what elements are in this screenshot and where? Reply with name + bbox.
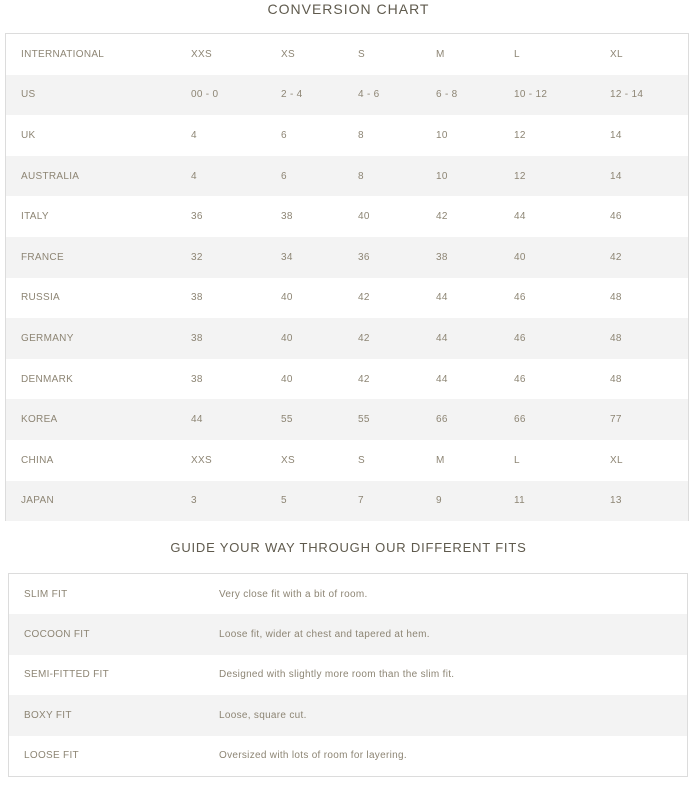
- size-cell: 10 - 12: [514, 89, 548, 101]
- size-cell: 5: [281, 495, 287, 507]
- size-cell: 4 - 6: [358, 89, 380, 101]
- size-cell: 12: [514, 170, 526, 182]
- size-cell: 42: [358, 292, 370, 304]
- size-cell: 12: [514, 129, 526, 141]
- size-cell: 8: [358, 129, 364, 141]
- size-cell: 42: [358, 373, 370, 385]
- fit-name: SEMI-FITTED FIT: [24, 669, 110, 681]
- country-cell: AUSTRALIA: [21, 170, 80, 182]
- country-cell: KOREA: [21, 414, 58, 426]
- size-cell: 42: [436, 211, 448, 223]
- header-cell: XL: [610, 48, 623, 60]
- size-cell: 48: [610, 332, 622, 344]
- size-cell: 40: [281, 332, 293, 344]
- size-cell: 55: [358, 414, 370, 426]
- fit-name: SLIM FIT: [24, 588, 68, 600]
- size-cell: 55: [281, 414, 293, 426]
- size-cell: 4: [191, 170, 197, 182]
- country-cell: DENMARK: [21, 373, 74, 385]
- size-cell: XXS: [191, 454, 212, 466]
- size-cell: 66: [514, 414, 526, 426]
- table-header-row: [6, 34, 688, 75]
- size-cell: 11: [514, 495, 525, 507]
- size-cell: 6: [281, 170, 287, 182]
- size-cell: 12 - 14: [610, 89, 644, 101]
- size-cell: 44: [436, 332, 448, 344]
- size-cell: XS: [281, 454, 295, 466]
- size-cell: 40: [514, 251, 526, 263]
- table-row: [6, 481, 688, 522]
- conversion-table: [5, 33, 689, 521]
- size-cell: XL: [610, 454, 623, 466]
- header-cell: XS: [281, 48, 295, 60]
- fits-table: [8, 573, 688, 777]
- size-cell: L: [514, 454, 520, 466]
- size-cell: 00 - 0: [191, 89, 219, 101]
- size-cell: 40: [281, 292, 293, 304]
- size-cell: 14: [610, 129, 622, 141]
- size-cell: 38: [191, 332, 203, 344]
- fit-description: Designed with slightly more room than the slim fit.: [219, 669, 455, 681]
- fit-description: Oversized with lots of room for layering.: [219, 750, 407, 762]
- size-cell: 44: [514, 211, 526, 223]
- size-cell: 44: [436, 292, 448, 304]
- size-cell: 10: [436, 170, 448, 182]
- size-cell: 13: [610, 495, 622, 507]
- page-title: CONVERSION CHART: [267, 1, 430, 17]
- size-cell: 8: [358, 170, 364, 182]
- size-cell: 48: [610, 292, 622, 304]
- country-cell: US: [21, 89, 36, 101]
- table-row: [6, 75, 688, 116]
- size-cell: 36: [358, 251, 370, 263]
- size-cell: 38: [436, 251, 448, 263]
- country-cell: JAPAN: [21, 495, 54, 507]
- header-cell: S: [358, 48, 365, 60]
- fit-row: [9, 655, 687, 695]
- size-cell: 4: [191, 129, 197, 141]
- table-body: [6, 75, 688, 522]
- country-cell: UK: [21, 129, 36, 141]
- size-cell: 10: [436, 129, 448, 141]
- size-cell: 6: [281, 129, 287, 141]
- table-row: [6, 196, 688, 237]
- table-row: [6, 115, 688, 156]
- size-cell: 14: [610, 170, 622, 182]
- size-cell: 9: [436, 495, 442, 507]
- country-cell: CHINA: [21, 454, 54, 466]
- fit-row: [9, 614, 687, 654]
- size-cell: 46: [514, 292, 526, 304]
- header-cell: L: [514, 48, 520, 60]
- table-row: [6, 359, 688, 400]
- size-cell: 36: [191, 211, 203, 223]
- fit-description: Very close fit with a bit of room.: [219, 588, 368, 600]
- size-cell: 38: [191, 373, 203, 385]
- size-cell: 7: [358, 495, 364, 507]
- country-cell: ITALY: [21, 211, 49, 223]
- size-cell: 46: [514, 373, 526, 385]
- country-cell: FRANCE: [21, 251, 64, 263]
- fit-row: [9, 574, 687, 614]
- size-cell: 42: [610, 251, 622, 263]
- fits-title: GUIDE YOUR WAY THROUGH OUR DIFFERENT FITS: [170, 540, 527, 555]
- fit-name: LOOSE FIT: [24, 750, 79, 762]
- size-cell: 42: [358, 332, 370, 344]
- size-cell: 46: [610, 211, 622, 223]
- table-row: [6, 237, 688, 278]
- size-cell: 77: [610, 414, 622, 426]
- fit-description: Loose fit, wider at chest and tapered at hem.: [219, 629, 430, 641]
- header-cell: M: [436, 48, 445, 60]
- table-row: [6, 318, 688, 359]
- size-cell: 2 - 4: [281, 89, 303, 101]
- fit-description: Loose, square cut.: [219, 709, 307, 721]
- country-cell: GERMANY: [21, 332, 74, 344]
- size-cell: 44: [436, 373, 448, 385]
- header-cell: XXS: [191, 48, 212, 60]
- size-cell: 38: [191, 292, 203, 304]
- fit-name: COCOON FIT: [24, 629, 90, 641]
- fit-name: BOXY FIT: [24, 709, 72, 721]
- table-row: [6, 399, 688, 440]
- fit-row: [9, 736, 687, 776]
- size-cell: M: [436, 454, 445, 466]
- size-cell: 40: [358, 211, 370, 223]
- fit-row: [9, 695, 687, 735]
- size-cell: 48: [610, 373, 622, 385]
- size-cell: S: [358, 454, 365, 466]
- table-row: [6, 278, 688, 319]
- size-cell: 66: [436, 414, 448, 426]
- size-cell: 3: [191, 495, 197, 507]
- size-cell: 40: [281, 373, 293, 385]
- size-cell: 38: [281, 211, 293, 223]
- table-row: [6, 440, 688, 481]
- size-cell: 34: [281, 251, 293, 263]
- size-cell: 6 - 8: [436, 89, 458, 101]
- size-cell: 44: [191, 414, 203, 426]
- size-cell: 46: [514, 332, 526, 344]
- size-cell: 32: [191, 251, 203, 263]
- table-row: [6, 156, 688, 197]
- header-cell: INTERNATIONAL: [21, 48, 105, 60]
- country-cell: RUSSIA: [21, 292, 61, 304]
